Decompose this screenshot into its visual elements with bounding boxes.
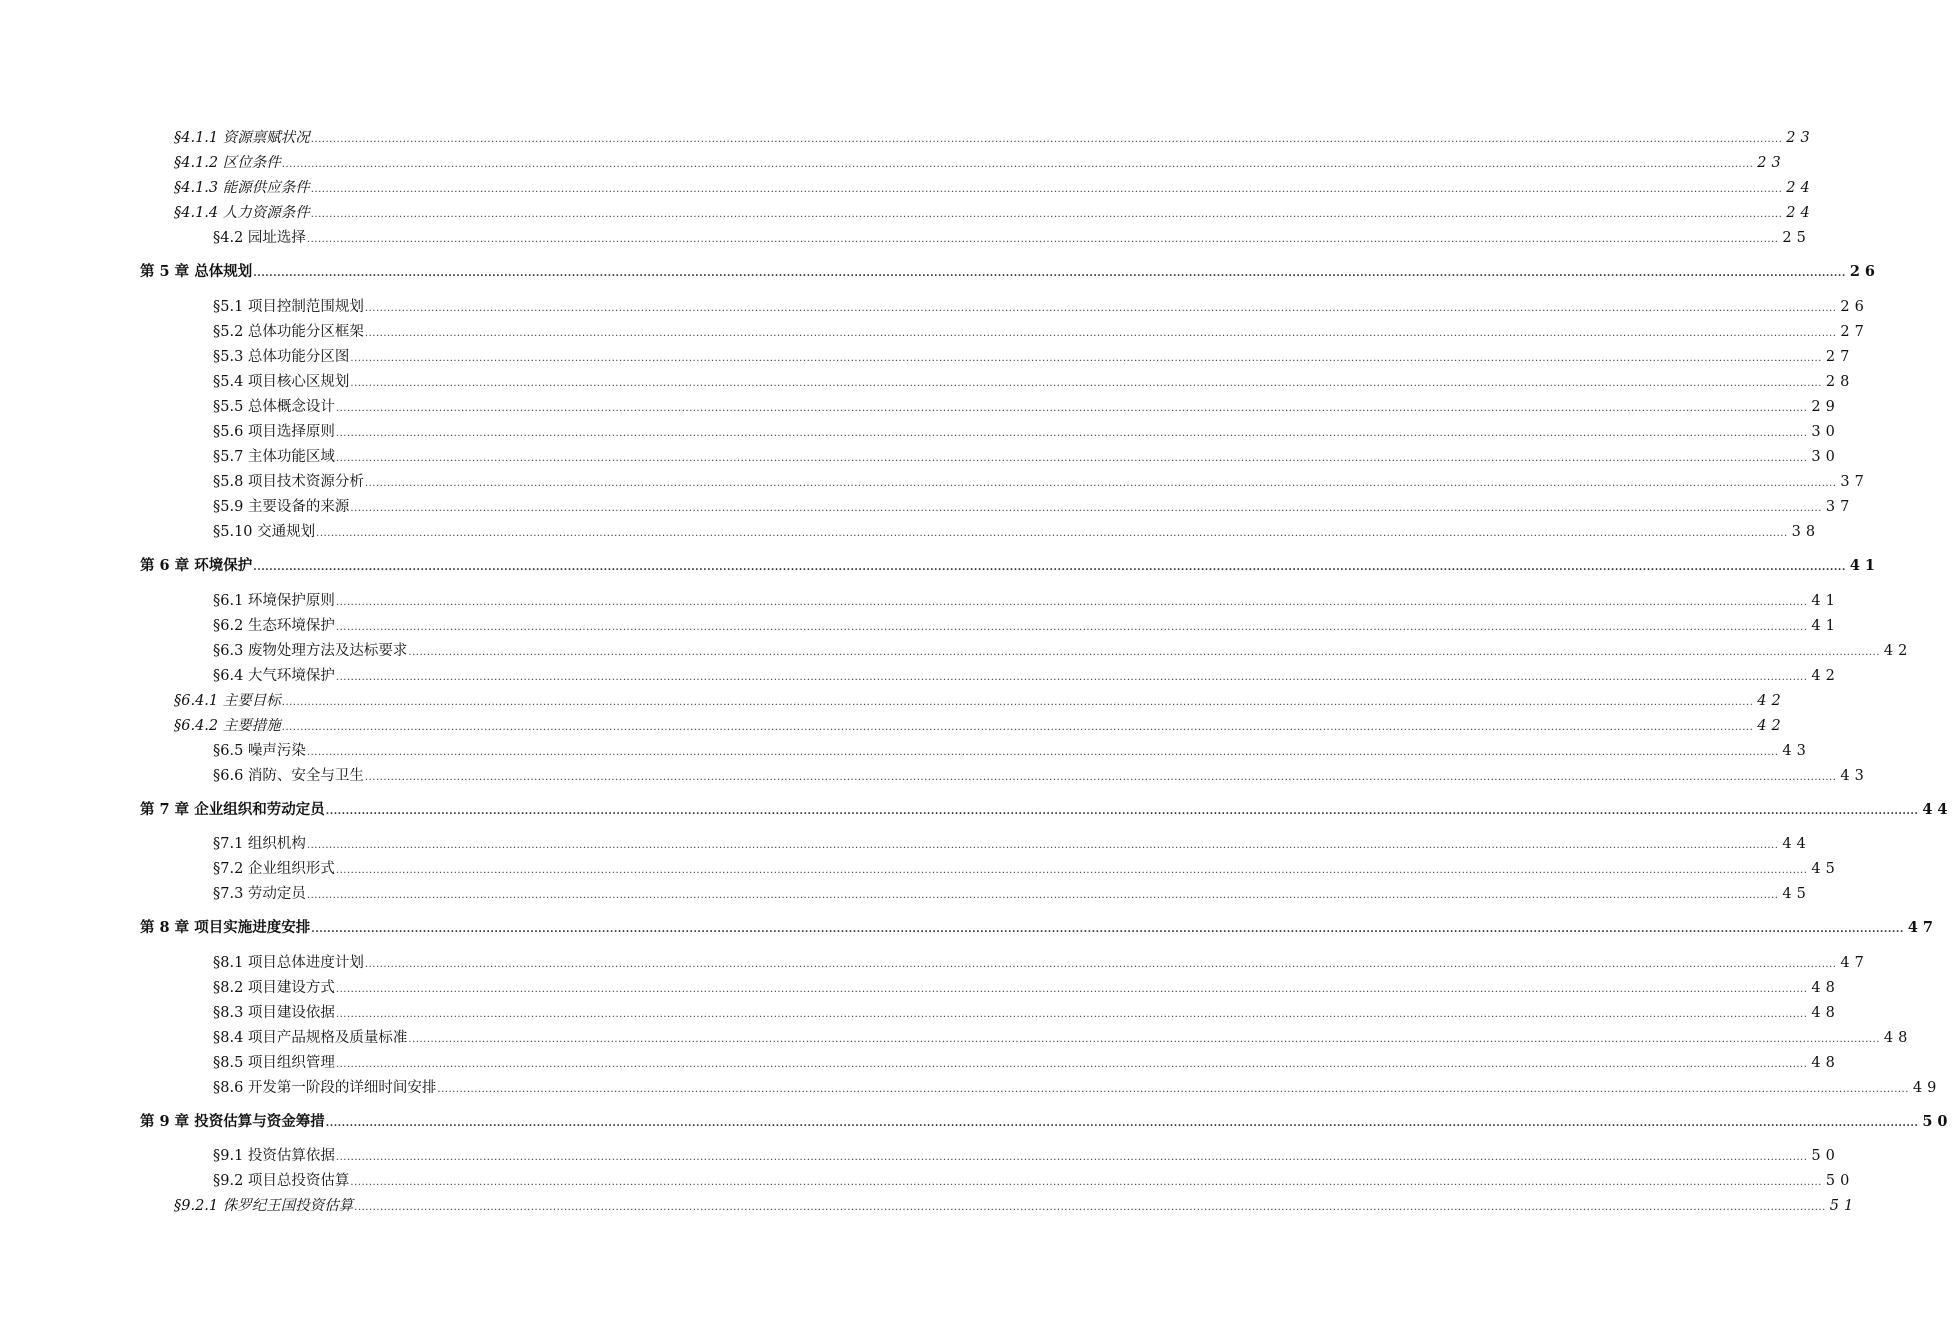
toc-entry-section[interactable]: [213, 228, 1811, 248]
toc-title: 第 7 章 企业组织和劳动定员: [140, 801, 325, 818]
toc-page-number: 44: [1922, 801, 1953, 818]
toc-page-number: 48: [1811, 980, 1840, 996]
toc-page-number: 41: [1811, 618, 1840, 634]
toc-title: §6.6 消防、安全与卫生: [213, 768, 364, 784]
toc-dot-leader: ................................................................................................................................................................................................................................................................................................................................................................................................................: [437, 1084, 1909, 1095]
toc-entry-section[interactable]: [213, 884, 1811, 904]
toc-page-number: 23: [1757, 155, 1786, 171]
toc-dot-leader: ................................................................................................................................................................................................................................................................................................................................................................................................................: [311, 924, 1904, 935]
toc-title: §6.1 环境保护原则: [213, 593, 335, 609]
toc-entry-section[interactable]: [213, 1078, 1942, 1098]
toc-entry-section[interactable]: [213, 1003, 1840, 1023]
toc-title: §8.1 项目总体进度计划: [213, 955, 364, 971]
toc-dot-leader: ................................................................................................................................................................................................................................................................................................................................................................................................................: [335, 428, 1808, 439]
toc-page-number: 44: [1782, 836, 1811, 852]
toc-entry-section[interactable]: [213, 422, 1840, 442]
toc-title: 第 5 章 总体规划: [140, 263, 253, 280]
toc-entry-section[interactable]: [213, 1053, 1840, 1073]
toc-page-number: 26: [1849, 263, 1880, 280]
toc-dot-leader: ................................................................................................................................................................................................................................................................................................................................................................................................................: [364, 478, 1837, 489]
toc-dot-leader: ................................................................................................................................................................................................................................................................................................................................................................................................................: [316, 528, 1788, 539]
toc-title: §6.4.1 主要目标: [174, 693, 281, 709]
toc-entry-section[interactable]: [213, 616, 1840, 636]
toc-entry-section[interactable]: [213, 397, 1840, 417]
toc-page-number: 50: [1811, 1148, 1840, 1164]
toc-entry-section[interactable]: [213, 741, 1811, 761]
toc-page-number: 43: [1840, 768, 1869, 784]
toc-title: §5.8 项目技术资源分析: [213, 474, 364, 490]
toc-dot-leader: ................................................................................................................................................................................................................................................................................................................................................................................................................: [335, 984, 1808, 995]
toc-title: §6.3 废物处理方法及达标要求: [213, 643, 408, 659]
toc-entry-section[interactable]: [213, 372, 1855, 392]
toc-title: 第 8 章 项目实施进度安排: [140, 919, 311, 936]
toc-entry-chapter[interactable]: [140, 918, 1938, 938]
toc-title: §5.6 项目选择原则: [213, 424, 335, 440]
toc-entry-section[interactable]: [213, 347, 1855, 367]
toc-title: §5.4 项目核心区规划: [213, 374, 350, 390]
toc-page-number: 43: [1782, 743, 1811, 759]
toc-entry-section[interactable]: [213, 1171, 1855, 1191]
toc-dot-leader: ................................................................................................................................................................................................................................................................................................................................................................................................................: [335, 672, 1808, 683]
toc-dot-leader: ................................................................................................................................................................................................................................................................................................................................................................................................................: [350, 1177, 1822, 1188]
toc-title: §8.4 项目产品规格及质量标准: [213, 1030, 408, 1046]
toc-title: §8.3 项目建设依据: [213, 1005, 335, 1021]
toc-entry-section[interactable]: [213, 322, 1869, 342]
toc-dot-leader: ................................................................................................................................................................................................................................................................................................................................................................................................................: [364, 303, 1837, 314]
toc-entry-section[interactable]: [213, 834, 1811, 854]
toc-entry-sub[interactable]: [174, 203, 1815, 223]
toc-dot-leader: ................................................................................................................................................................................................................................................................................................................................................................................................................: [281, 697, 1754, 708]
toc-dot-leader: ................................................................................................................................................................................................................................................................................................................................................................................................................: [364, 772, 1837, 783]
toc-dot-leader: ................................................................................................................................................................................................................................................................................................................................................................................................................: [335, 865, 1808, 876]
toc-dot-leader: ................................................................................................................................................................................................................................................................................................................................................................................................................: [335, 597, 1808, 608]
toc-dot-leader: ................................................................................................................................................................................................................................................................................................................................................................................................................: [335, 622, 1808, 633]
toc-page-number: 38: [1791, 524, 1821, 540]
toc-title: §8.2 项目建设方式: [213, 980, 335, 996]
toc-title: §4.1.2 区位条件: [174, 155, 281, 171]
toc-page-number: 23: [1786, 130, 1815, 146]
toc-title: §6.4 大气环境保护: [213, 668, 335, 684]
toc-page-number: 48: [1811, 1005, 1840, 1021]
toc-entry-chapter[interactable]: [140, 556, 1880, 576]
toc-page-number: 42: [1757, 718, 1786, 734]
toc-title: §4.1.3 能源供应条件: [174, 180, 310, 196]
toc-page-number: 27: [1825, 349, 1855, 365]
toc-entry-section[interactable]: [213, 1028, 1913, 1048]
toc-title: §4.1.1 资源禀赋状况: [174, 130, 310, 146]
toc-page-number: 42: [1883, 643, 1913, 659]
toc-title: §7.3 劳动定员: [213, 886, 306, 902]
toc-dot-leader: ................................................................................................................................................................................................................................................................................................................................................................................................................: [335, 1059, 1808, 1070]
toc-title: §8.5 项目组织管理: [213, 1055, 335, 1071]
toc-page-number: 30: [1811, 449, 1840, 465]
toc-entry-section[interactable]: [213, 641, 1913, 661]
toc-dot-leader: ................................................................................................................................................................................................................................................................................................................................................................................................................: [408, 647, 1880, 658]
toc-title: §9.2.1 侏罗纪王国投资估算: [174, 1198, 354, 1214]
toc-entry-section[interactable]: [213, 472, 1869, 492]
toc-page-number: 47: [1907, 919, 1938, 936]
toc-title: §5.10 交通规划: [213, 524, 316, 540]
toc-page-number: 48: [1883, 1030, 1913, 1046]
toc-dot-leader: ................................................................................................................................................................................................................................................................................................................................................................................................................: [325, 806, 1919, 817]
toc-entry-chapter[interactable]: [140, 1112, 1953, 1132]
toc-page-number: 25: [1782, 230, 1811, 246]
toc-title: §5.2 总体功能分区框架: [213, 324, 364, 340]
toc-entry-section[interactable]: [213, 766, 1869, 786]
toc-dot-leader: ................................................................................................................................................................................................................................................................................................................................................................................................................: [306, 840, 1779, 851]
toc-entry-sub[interactable]: [174, 128, 1815, 148]
toc-entry-chapter[interactable]: [140, 800, 1953, 820]
toc-dot-leader: ................................................................................................................................................................................................................................................................................................................................................................................................................: [335, 403, 1808, 414]
toc-page-number: 49: [1912, 1080, 1942, 1096]
toc-page-number: 27: [1840, 324, 1869, 340]
toc-page-number: 26: [1840, 299, 1869, 315]
toc-entry-section[interactable]: [213, 859, 1840, 879]
toc-dot-leader: ................................................................................................................................................................................................................................................................................................................................................................................................................: [335, 1009, 1808, 1020]
toc-dot-leader: ................................................................................................................................................................................................................................................................................................................................................................................................................: [335, 453, 1808, 464]
toc-dot-leader: ................................................................................................................................................................................................................................................................................................................................................................................................................: [354, 1202, 1826, 1213]
toc-dot-leader: ................................................................................................................................................................................................................................................................................................................................................................................................................: [364, 328, 1837, 339]
toc-title: §5.9 主要设备的来源: [213, 499, 350, 515]
toc-dot-leader: ................................................................................................................................................................................................................................................................................................................................................................................................................: [310, 184, 1783, 195]
toc-dot-leader: ................................................................................................................................................................................................................................................................................................................................................................................................................: [310, 134, 1783, 145]
toc-title: §6.4.2 主要措施: [174, 718, 281, 734]
toc-entry-sub[interactable]: [174, 1196, 1859, 1216]
toc-dot-leader: ................................................................................................................................................................................................................................................................................................................................................................................................................: [306, 747, 1779, 758]
toc-entry-chapter[interactable]: [140, 262, 1880, 282]
toc-title: 第 6 章 环境保护: [140, 557, 253, 574]
toc-entry-section[interactable]: [213, 953, 1869, 973]
toc-entry-sub[interactable]: [174, 716, 1786, 736]
toc-entry-section[interactable]: [213, 447, 1840, 467]
toc-page-number: 47: [1840, 955, 1869, 971]
toc-page-number: 48: [1811, 1055, 1840, 1071]
toc-page-number: 45: [1782, 886, 1811, 902]
toc-page-number: 24: [1786, 180, 1815, 196]
toc-entry-sub[interactable]: [174, 691, 1786, 711]
toc-dot-leader: ................................................................................................................................................................................................................................................................................................................................................................................................................: [253, 562, 1846, 573]
toc-dot-leader: ................................................................................................................................................................................................................................................................................................................................................................................................................: [350, 378, 1822, 389]
toc-title: §4.2 园址选择: [213, 230, 306, 246]
toc-title: §9.1 投资估算依据: [213, 1148, 335, 1164]
toc-entry-section[interactable]: [213, 591, 1840, 611]
toc-page-number: 42: [1811, 668, 1840, 684]
toc-entry-sub[interactable]: [174, 153, 1786, 173]
toc-page-number: 24: [1786, 205, 1815, 221]
toc-dot-leader: ................................................................................................................................................................................................................................................................................................................................................................................................................: [281, 722, 1754, 733]
toc-page-number: 51: [1829, 1198, 1859, 1214]
toc-entry-section[interactable]: [213, 978, 1840, 998]
toc-dot-leader: ................................................................................................................................................................................................................................................................................................................................................................................................................: [350, 503, 1822, 514]
toc-dot-leader: ................................................................................................................................................................................................................................................................................................................................................................................................................: [408, 1034, 1880, 1045]
toc-title: §5.3 总体功能分区图: [213, 349, 350, 365]
toc-page-number: 45: [1811, 861, 1840, 877]
toc-page-number: 37: [1840, 474, 1869, 490]
toc-page-number: 30: [1811, 424, 1840, 440]
toc-title: §7.1 组织机构: [213, 836, 306, 852]
toc-page-number: 29: [1811, 399, 1840, 415]
toc-dot-leader: ................................................................................................................................................................................................................................................................................................................................................................................................................: [281, 159, 1754, 170]
toc-entry-section[interactable]: [213, 1146, 1840, 1166]
toc-page-number: 41: [1811, 593, 1840, 609]
toc-title: §5.7 主体功能区域: [213, 449, 335, 465]
toc-title: §6.2 生态环境保护: [213, 618, 335, 634]
toc-title: §6.5 噪声污染: [213, 743, 306, 759]
toc-dot-leader: ................................................................................................................................................................................................................................................................................................................................................................................................................: [325, 1118, 1919, 1129]
toc-entry-section[interactable]: [213, 297, 1869, 317]
toc-title: §8.6 开发第一阶段的详细时间安排: [213, 1080, 437, 1096]
toc-page-number: 37: [1825, 499, 1855, 515]
toc-dot-leader: ................................................................................................................................................................................................................................................................................................................................................................................................................: [306, 234, 1779, 245]
toc-entry-section[interactable]: [213, 666, 1840, 686]
toc-page-number: 28: [1825, 374, 1855, 390]
toc-page-number: 50: [1825, 1173, 1855, 1189]
toc-dot-leader: ................................................................................................................................................................................................................................................................................................................................................................................................................: [253, 268, 1846, 279]
toc-page-number: 41: [1849, 557, 1880, 574]
toc-dot-leader: ................................................................................................................................................................................................................................................................................................................................................................................................................: [310, 209, 1783, 220]
toc-dot-leader: ................................................................................................................................................................................................................................................................................................................................................................................................................: [364, 959, 1837, 970]
toc-page-number: 42: [1757, 693, 1786, 709]
toc-entry-section[interactable]: [213, 522, 1821, 542]
toc-title: §5.5 总体概念设计: [213, 399, 335, 415]
toc-title: §5.1 项目控制范围规划: [213, 299, 364, 315]
toc-dot-leader: ................................................................................................................................................................................................................................................................................................................................................................................................................: [350, 353, 1822, 364]
toc-dot-leader: ................................................................................................................................................................................................................................................................................................................................................................................................................: [335, 1152, 1808, 1163]
toc-title: §4.1.4 人力资源条件: [174, 205, 310, 221]
toc-dot-leader: ................................................................................................................................................................................................................................................................................................................................................................................................................: [306, 890, 1779, 901]
toc-title: §7.2 企业组织形式: [213, 861, 335, 877]
toc-title: 第 9 章 投资估算与资金筹措: [140, 1113, 325, 1130]
toc-entry-section[interactable]: [213, 497, 1855, 517]
toc-page-number: 50: [1922, 1113, 1953, 1130]
toc-title: §9.2 项目总投资估算: [213, 1173, 350, 1189]
toc-entry-sub[interactable]: [174, 178, 1815, 198]
